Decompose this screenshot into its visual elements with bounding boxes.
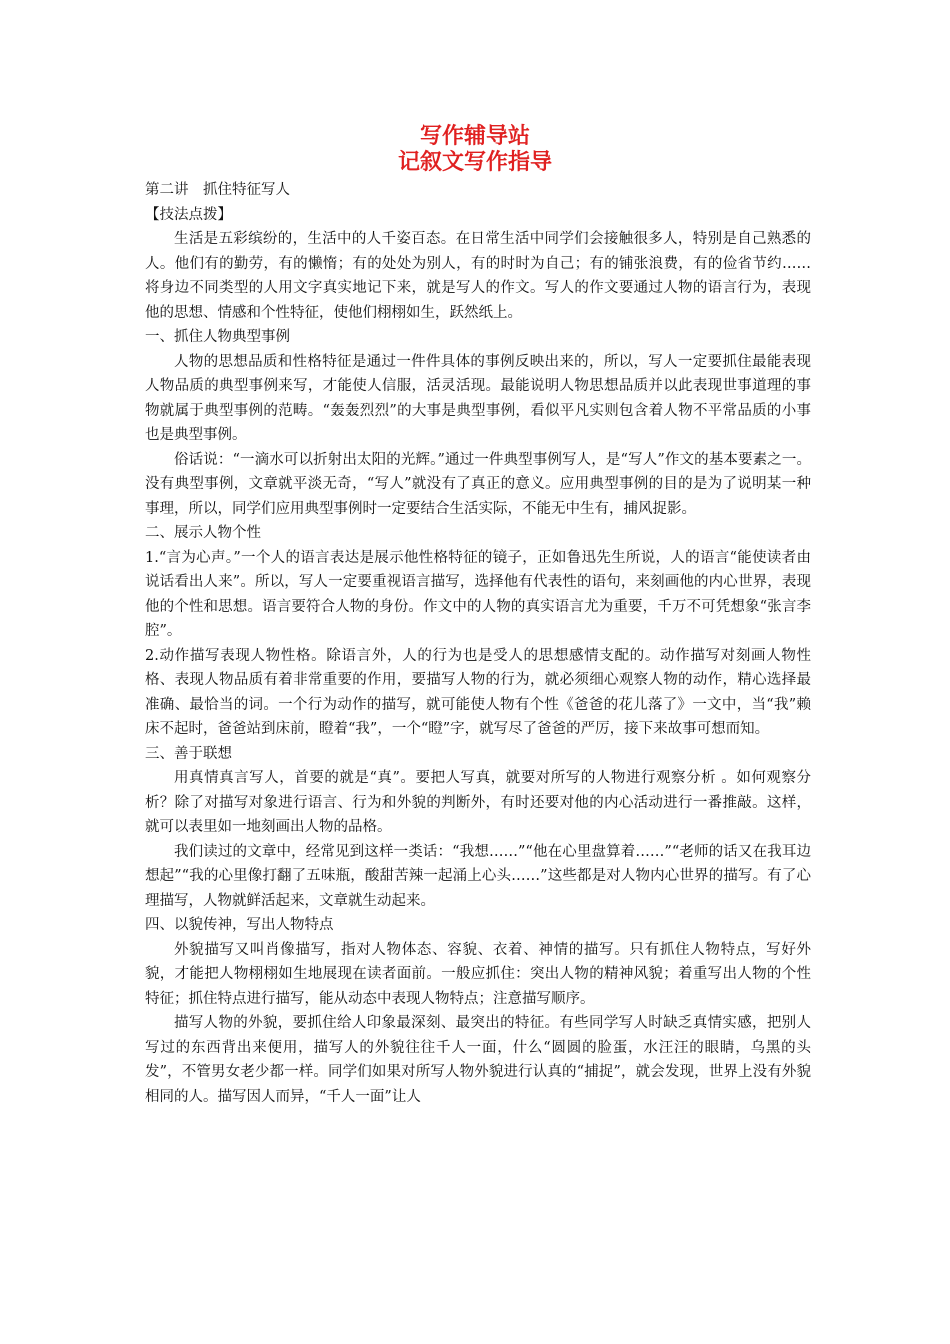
section-heading: 三、善于联想 [145, 745, 232, 762]
section-heading-technique: 【技法点拨】 [145, 206, 232, 223]
section-heading: 四、以貌传神，写出人物特点 [145, 917, 334, 933]
paragraph-list [145, 227, 811, 1109]
section-heading: 二、展示人物个性 [145, 525, 261, 541]
lecture-title: 第二讲 抓住特征写人 [145, 182, 290, 198]
body-paragraph: 俗话说：“一滴水可以折射出太阳的光辉。”通过一件典型事例写人，是“写人”作文的基本要素之一。没有典型事例，文章就平淡无奇，“写人”就没有了真正的意义。应用典型事例的目的是为了说明某一种事理，所以，同学们应用典型事例时一定要结合生活实际，不能无中生有，捕风捉影。 [145, 451, 811, 517]
body-paragraph: 用真情真言写人，首要的就是“真”。要把人写真，就要对所写的人物进行观察分析 。如何观察分析？除了对描写对象进行语言、行为和外貌的判断外，有时还要对他的内心活动进行一番推敲。这样，就可以表里如一地刻画出人物的品格。 [145, 770, 811, 835]
numbered-paragraph: 1.“言为心声。”一个人的语言表达是展示他性格特征的镜子，正如鲁迅先生所说，人的语言“能使读者由说话看出人来”。所以，写人一定要重视语言描写，选择他有代表性的语句，来刻画他的内心世界，表现他的个性和思想。语言要符合人物的身份。作文中的人物的真实语言尤为重要，千万不可凭想象“张言李腔”。 [145, 549, 811, 639]
document-body [145, 178, 811, 1109]
body-paragraph: 生活是五彩缤纷的，生活中的人千姿百态。在日常生活中同学们会接触很多人，特别是自己熟悉的人。他们有的勤劳，有的懒惰；有的处处为别人，有的时时为自己；有的铺张浪费，有的俭省节约……将身边不同类型的人用文字真实地记下来，就是写人的作文。写人的作文要通过人物的语言行为，表现他的思想、情感和个性特征，使他们栩栩如生，跃然纸上。 [145, 231, 811, 321]
body-paragraph: 人物的思想品质和性格特征是通过一件件具体的事例反映出来的，所以，写人一定要抓住最能表现人物品质的典型事例来写，才能使人信服，活灵活现。最能说明人物思想品质并以此表现世事道理的事物就属于典型事例的范畴。“轰轰烈烈”的大事是典型事例，看似平凡实则包含着人物不平常品质的小事也是典型事例。 [145, 353, 811, 443]
body-paragraph: 描写人物的外貌，要抓住给人印象最深刻、最突出的特征。有些同学写人时缺乏真情实感，把别人写过的东西背出来便用，描写人的外貌往往千人一面，什么“圆圆的脸蛋，水汪汪的眼睛，乌黑的头发”，不管男女老少都一样。同学们如果对所写人物外貌进行认真的“捕捉”，就会发现，世界上没有外貌相同的人。描写因人而异，“千人一面”让人 [145, 1015, 811, 1105]
numbered-paragraph: 2.动作描写表现人物性格。除语言外，人的行为也是受人的思想感情支配的。动作描写对刻画人物性格、表现人物品质有着非常重要的作用，要描写人物的行为，就必须细心观察人物的动作，精心选择最准确、最恰当的词。一个行为动作的描写，就可能使人物有个性《爸爸的花儿落了》一文中，当“我”赖床不起时，爸爸站到床前，瞪着“我”，一个“瞪”字，就写尽了爸爸的严厉，接下来故事可想而知。 [145, 647, 811, 737]
section-heading: 一、抓住人物典型事例 [145, 329, 290, 345]
document-subtitle: 记叙文写作指导 [397, 150, 552, 175]
body-paragraph: 外貌描写又叫肖像描写，指对人物体态、容貌、衣着、神情的描写。只有抓住人物特点，写好外貌，才能把人物栩栩如生地展现在读者面前。一般应抓住：突出人物的精神风貌；着重写出人物的个性特征；抓住特点进行描写，能从动态中表现人物特点；注意描写顺序。 [145, 941, 811, 1007]
document-title: 写作辅导站 [419, 124, 530, 149]
body-paragraph: 我们读过的文章中，经常见到这样一类话：“我想……”“他在心里盘算着……”“老师的话又在我耳边想起”“我的心里像打翻了五味瓶，酸甜苦辣一起涌上心头……”这些都是对人物内心世界的描写。有了心理描写，人物就鲜活起来，文章就生动起来。 [145, 843, 811, 909]
